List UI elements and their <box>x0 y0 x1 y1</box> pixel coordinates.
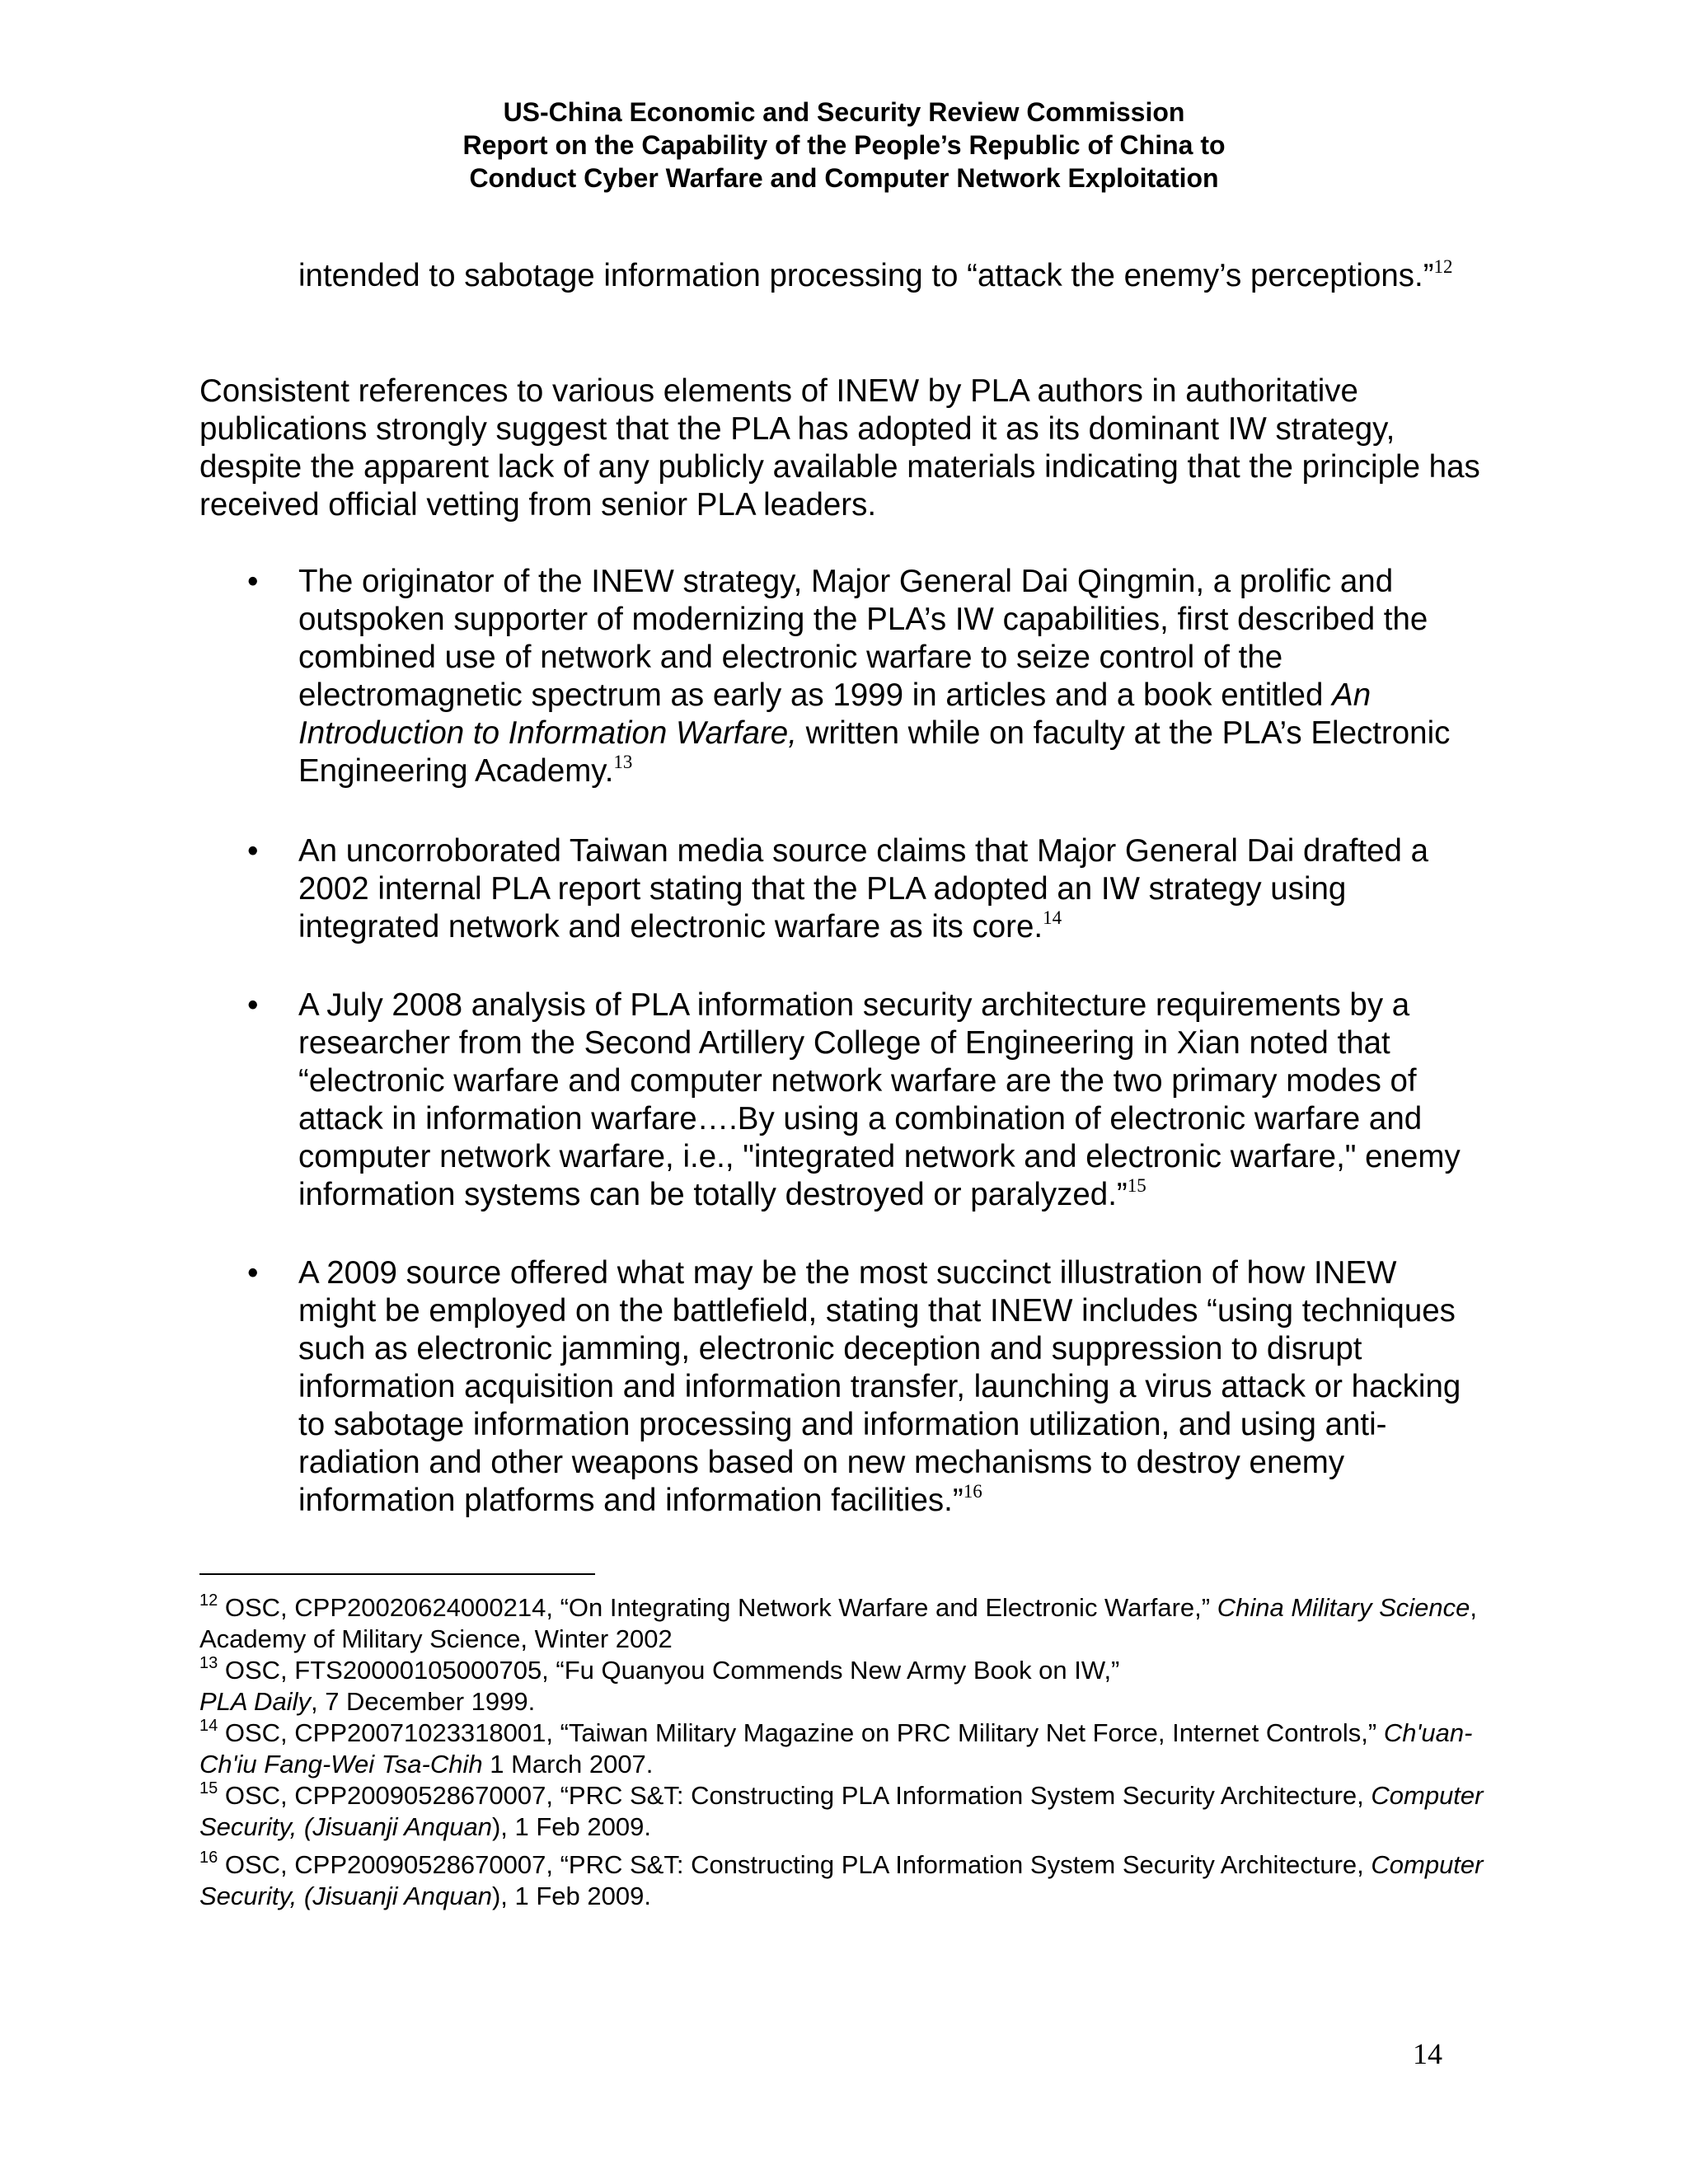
bullet-text: A 2009 source offered what may be the most succinct illustration of how INEW might be employed on the battlefield, stating that INEW includes “using techniques such as electronic jamming, electronic deception and suppression to disrupt information acquisition and information transfer, launching a virus attack or hacking to sabotage information processing and information utilization, and using anti-radiation and other weapons based on new mechanisms to destroy enemy information platforms and information facilities.” <box>298 1255 1461 1518</box>
page-header <box>0 96 1688 194</box>
bullet-marker: • <box>247 564 259 599</box>
footnote-source-title: PLA Daily <box>199 1687 311 1716</box>
footnote-text: OSC, FTS20000105000705, “Fu Quanyou Commends New Army Book on IW,” <box>218 1656 1120 1685</box>
footnote-number: 12 <box>199 1591 218 1610</box>
bullet-text: The originator of the INEW strategy, Major General Dai Qingmin, a prolific and outspoken supporter of modernizing the PLA’s IW capabilities, first described the combined use of network and electronic warfare to seize control of the electromagnetic spectrum as early as 1999 in articles and a book entitled <box>298 564 1428 713</box>
bullet-marker: • <box>247 1255 259 1291</box>
footnote-text: OSC, CPP20090528670007, “PRC S&T: Constructing PLA Information System Security Architecture, <box>218 1850 1372 1879</box>
footnote-source-title: China Military Science <box>1217 1593 1470 1622</box>
footnote-text-continued: 1 March 2007. <box>482 1750 654 1779</box>
footnote-text-continued: , Academy of Military Science, Winter 2002 <box>199 1593 1477 1653</box>
footnote-12 <box>199 1592 1485 1655</box>
footnote-text-continued: ), 1 Feb 2009. <box>491 1812 651 1841</box>
bullet-marker: • <box>247 833 259 869</box>
footnote-text: OSC, CPP20071023318001, “Taiwan Military Magazine on PRC Military Net Force, Internet Controls,” <box>218 1718 1384 1747</box>
footnote-number: 16 <box>199 1848 218 1867</box>
bullet-item <box>247 563 1469 790</box>
footnote-ref-15: 15 <box>1127 1175 1146 1197</box>
header-line-1: US-China Economic and Security Review Commission <box>503 97 1185 127</box>
footnote-number: 15 <box>199 1779 218 1797</box>
footnote-ref-12: 12 <box>1433 256 1453 278</box>
body-paragraph: Consistent references to various elements of INEW by PLA authors in authoritative publications strongly suggest that the PLA has adopted it as its dominant IW strategy, despite the apparent lack of any publicly available materials indicating that the principle has received official vetting from senior PLA leaders. <box>199 373 1480 523</box>
footnote-text: OSC, CPP20090528670007, “PRC S&T: Constructing PLA Information System Security Architecture, <box>218 1781 1372 1810</box>
footnote-ref-14: 14 <box>1043 907 1062 929</box>
header-line-3: Conduct Cyber Warfare and Computer Network Exploitation <box>469 163 1219 193</box>
footnote-15 <box>199 1780 1485 1843</box>
bullet-text: An uncorroborated Taiwan media source claims that Major General Dai drafted a 2002 internal PLA report stating that the PLA adopted an IW strategy using integrated network and electronic warfare as its core. <box>298 833 1429 944</box>
footnote-ref-16: 16 <box>963 1481 982 1502</box>
footnote-source-title: Computer Security, (Jisuanji Anquan <box>199 1781 1484 1841</box>
footnote-13 <box>199 1655 1485 1718</box>
footnote-16 <box>199 1849 1485 1912</box>
page-number: 14 <box>1413 2037 1442 2070</box>
footnote-number: 14 <box>199 1716 218 1735</box>
bullet-item <box>247 987 1469 1214</box>
footnote-separator <box>199 1573 595 1575</box>
bullet-item <box>247 832 1469 946</box>
footnote-ref-13: 13 <box>613 752 633 773</box>
footnote-14 <box>199 1718 1485 1780</box>
header-line-2: Report on the Capability of the People’s Republic of China to <box>462 130 1226 160</box>
book-title: An Introduction to Information Warfare, <box>298 677 1372 751</box>
footnote-text-continued: , 7 December 1999. <box>310 1687 536 1716</box>
footnote-source-title: Computer Security, (Jisuanji Anquan <box>199 1850 1484 1910</box>
footnote-text-continued: ), 1 Feb 2009. <box>491 1882 651 1910</box>
bullet-text-continued: written while on faculty at the PLA’s Electronic Engineering Academy. <box>298 715 1451 789</box>
footnote-source-title: Ch'uan-Ch'iu Fang-Wei Tsa-Chih <box>199 1718 1473 1779</box>
quote-continuation <box>298 257 1469 295</box>
bullet-item <box>247 1254 1469 1520</box>
bullet-text: A July 2008 analysis of PLA information security architecture requirements by a researcher from the Second Artillery College of Engineering in Xian noted that “electronic warfare and computer network warfare are the two primary modes of attack in information warfare….By using a combination of electronic warfare and computer network warfare, i.e., "integrated network and electronic warfare," enemy information systems can be totally destroyed or paralyzed.” <box>298 987 1461 1212</box>
footnotes-section <box>199 1592 1485 1912</box>
quote-continuation-text: intended to sabotage information processing to “attack the enemy’s perceptions.” <box>298 258 1434 293</box>
bullet-marker: • <box>247 987 259 1023</box>
footnote-text: OSC, CPP20020624000214, “On Integrating Network Warfare and Electronic Warfare,” <box>218 1593 1217 1622</box>
footnote-number: 13 <box>199 1653 218 1672</box>
